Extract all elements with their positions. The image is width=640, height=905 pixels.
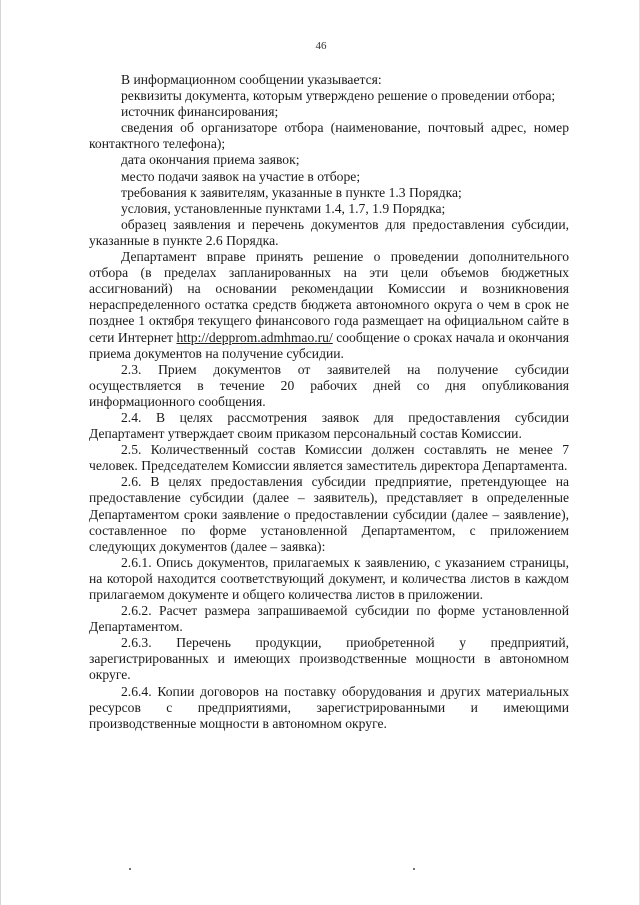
paragraph-submission-place: место подачи заявок на участие в отборе; — [121, 168, 361, 184]
paragraph-2-6-4: 2.6.4. Копии договоров на поставку оборудования и других материальных ресурсов с предприятиями, зарегистрированными и имеющими производственные мощности в автономном округе. — [89, 683, 569, 731]
document-body — [89, 72, 569, 732]
paragraph-2-5: 2.5. Количественный состав Комиссии должен составлять не менее 7 человек. Председателем Комиссии является заместитель директора Департамента. — [89, 442, 569, 474]
paragraph-2-3: 2.3. Прием документов от заявителей на получение субсидии осуществляется в течение 20 рабочих дней со дня опубликования информационного сообщения. — [89, 361, 569, 409]
paragraph-2-6-2: 2.6.2. Расчет размера запрашиваемой субсидии по форме установленной Департаментом. — [89, 603, 569, 635]
website-link[interactable]: http://depprom.admhmao.ru/ — [176, 329, 333, 345]
scan-speck — [413, 868, 415, 870]
paragraph-funding-source: источник финансирования; — [121, 104, 279, 120]
paragraph-2-6: 2.6. В целях предоставления субсидии предприятие, претендующее на предоставление субсидии (далее – заявитель), представляет в определенные Департаментом сроки заявление о предоставлении субсидии (далее – заявление), составленное по форме установленной Департаментом, с приложением следующих документов (далее – заявка): — [89, 474, 569, 554]
page-number: 46 — [315, 40, 327, 52]
paragraph-conditions: условия, установленные пунктами 1.4, 1.7, 1.9 Порядка; — [121, 200, 446, 216]
paragraph-document-details: реквизиты документа, которым утверждено решение о проведении отбора; — [121, 88, 556, 104]
paragraph-organizer-info: сведения об организаторе отбора (наименование, почтовый адрес, номер контактного телефона); — [89, 120, 569, 152]
paragraph-2-4: 2.4. В целях рассмотрения заявок для предоставления субсидии Департамент утверждает своим приказом персональный состав Комиссии. — [89, 409, 569, 442]
paragraph-deadline: дата окончания приема заявок; — [121, 152, 300, 168]
paragraph-2-6-3: 2.6.3. Перечень продукции, приобретенной у предприятий, зарегистрированных и имеющих производственные мощности в автономном округе. — [89, 635, 569, 683]
paragraph-additional-selection-text: Департамент вправе принять решение о проведении дополнительного отбора (в пределах запланированных на эти цели объемов бюджетных ассигнований) на основании рекомендации Комиссии и возникновения нераспределенного остатка средств бюджета автономного округа о чем в срок не позднее 1 октября текущего финансового года размещает на официальном сайте в сети Интернет — [89, 249, 569, 345]
paragraph-application-sample: образец заявления и перечень документов для предоставления субсидии, указанные в пункте 2.6 Порядка. — [89, 216, 569, 248]
paragraph-info-message-intro: В информационном сообщении указывается: — [121, 72, 382, 87]
paragraph-additional-selection-tail: сообщение о сроках начала и окончания приема документов на получение субсидии. — [89, 329, 569, 361]
paragraph-additional-selection — [89, 249, 569, 362]
paragraph-2-6-1: 2.6.1. Опись документов, прилагаемых к заявлению, с указанием страницы, на которой находится соответствующий документ, и количества листов в каждом прилагаемом документе и общего количества листов в приложении. — [89, 554, 569, 602]
scan-speck — [129, 868, 131, 870]
paragraph-applicant-requirements: требования к заявителям, указанные в пункте 1.3 Порядка; — [121, 184, 462, 200]
